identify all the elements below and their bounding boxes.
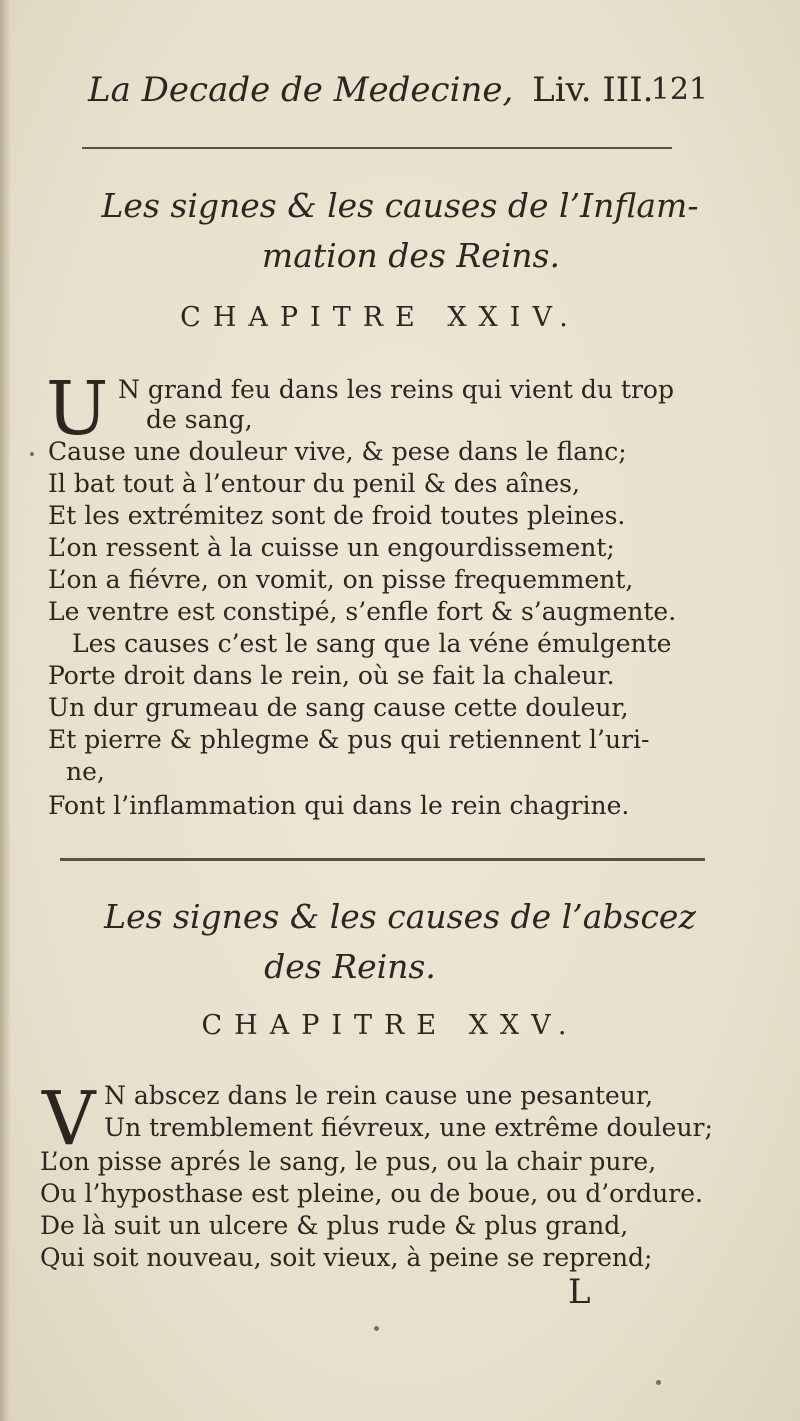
verse-line: Un dur grumeau de sang cause cette douleur, — [48, 693, 629, 722]
verse-line: Font l’inflammation qui dans le rein chagrine. — [48, 791, 630, 820]
section-divider-rule — [60, 858, 705, 861]
paper-speck — [656, 1380, 661, 1385]
verse-line: Ou l’hyposthase est pleine, ou de boue, ou d’ordure. — [40, 1179, 703, 1208]
verse-line: De là suit un ulcere & plus rude & plus grand, — [40, 1211, 629, 1240]
verse-line: Le ventre est constipé, s’enfle fort & s’augmente. — [48, 597, 677, 626]
section2-chapter-title: CHAPITRE XXV. — [201, 1010, 579, 1041]
verse-line: Les causes c’est le sang que la véne émulgente — [72, 629, 672, 658]
verse-line: Qui soit nouveau, soit vieux, à peine se reprend; — [40, 1243, 653, 1272]
page-number: 121 — [650, 72, 708, 107]
verse-line: N abscez dans le rein cause une pesanteur, — [104, 1081, 654, 1110]
section2-drop-cap: V — [42, 1076, 96, 1162]
catchword: L — [568, 1272, 591, 1312]
verse-line: L’on ressent à la cuisse un engourdissement; — [48, 533, 615, 562]
section1-heading-line2: mation des Reins. — [261, 236, 560, 275]
section1-chapter-title: CHAPITRE XXIV. — [180, 302, 580, 333]
running-head-title: La Decade de Medecine, — [88, 70, 514, 110]
verse-line: L’on pisse aprés le sang, le pus, ou la chair pure, — [40, 1147, 657, 1176]
running-head — [88, 70, 708, 120]
verse-line: N grand feu dans les reins qui vient du trop — [118, 375, 674, 404]
verse-line: Et les extrémitez sont de froid toutes pleines. — [48, 501, 626, 530]
verse-line: Un tremblement fiévreux, une extrême douleur; — [104, 1113, 713, 1142]
section2-heading-line1: Les signes & les causes de l’abscez — [104, 897, 696, 936]
verse-line: Cause une douleur vive, & pese dans le flanc; — [48, 437, 627, 466]
paper-speck — [374, 1326, 379, 1331]
section1-heading-line1: Les signes & les causes de l’Inflam- — [101, 186, 699, 225]
header-rule — [82, 147, 672, 149]
verse-line: L’on a fiévre, on vomit, on pisse frequemment, — [48, 565, 634, 594]
section2-heading-line2: des Reins. — [264, 947, 436, 986]
verse-line: Et pierre & phlegme & pus qui retiennent l’uri- — [48, 725, 650, 754]
verse-line: de sang, — [146, 405, 253, 434]
verse-line: ne, — [66, 757, 105, 786]
verse-line: Il bat tout à l’entour du penil & des aînes, — [48, 469, 580, 498]
running-head-book: Liv. III. — [532, 70, 654, 110]
paper-speck — [30, 452, 34, 456]
section1-drop-cap: U — [46, 366, 109, 452]
verse-line: Porte droit dans le rein, où se fait la chaleur. — [48, 661, 615, 690]
page-spine-shadow — [0, 0, 10, 1421]
